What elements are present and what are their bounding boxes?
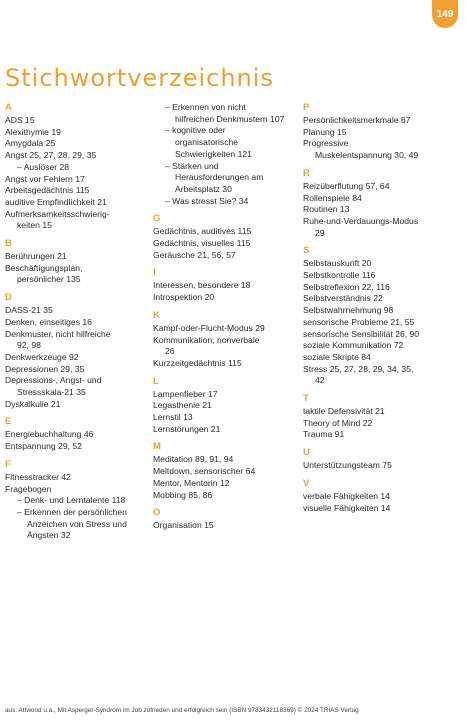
- index-entry: Persönlichkeitsmerkmale 67: [303, 115, 411, 125]
- index-entry: Selbstauskunft 20: [303, 258, 372, 269]
- index-entry: Kurzzeitgedächtnis 115: [153, 357, 242, 368]
- index-entry-line: – Denk- und Lerntalente 118: [17, 495, 126, 506]
- index-entry: Gedächtnis, visuelles 115: [153, 238, 251, 249]
- index-entry: Unterstützungsteam 75: [303, 460, 392, 471]
- index-entry: Meditation 89, 91, 94: [153, 454, 234, 465]
- index-entry-line: – Erkennen der persönlichen: [17, 506, 127, 517]
- index-entry: Selbstwahrnehmung 98: [303, 305, 394, 316]
- index-entry-line: persönlicher 135: [17, 274, 81, 285]
- index-entry: Reizüberflutung 57, 64: [303, 180, 390, 191]
- index-entry: Entspannung 29, 52: [5, 441, 82, 452]
- index-letter-heading: F: [5, 458, 11, 470]
- index-entry: Planung 15: [303, 126, 347, 137]
- index-entry-line: – Was stresst Sie? 34: [165, 195, 249, 206]
- index-letter-heading: D: [5, 292, 12, 304]
- index-column-3: [303, 102, 463, 514]
- index-entry: Denkwerkzeuge 92: [5, 351, 79, 362]
- index-entry: Stress 25, 27, 28, 29, 34, 35,: [303, 363, 414, 374]
- index-entry: Lernstörungen 21: [153, 423, 221, 434]
- index-entry-line: – Erkennen von nicht: [165, 102, 246, 112]
- index-entry: Depressionen 29, 35: [5, 363, 85, 374]
- index-entry-line: Anzeichen von Stress und: [27, 518, 127, 529]
- index-entry: Kampf-oder-Flucht-Modus 29: [153, 322, 265, 333]
- index-entry-line: Muskelentspannung 30, 49: [315, 150, 419, 161]
- index-entry: soziale Skripte 84: [303, 351, 371, 362]
- index-entry: Theory of Mind 22: [303, 417, 373, 428]
- index-entry-line: hilfreichen Denkmustern 107: [175, 113, 285, 124]
- index-entry: taktile Defensivität 21: [303, 406, 385, 417]
- index-entry: Introspektion 20: [153, 292, 215, 303]
- index-letter-heading: E: [5, 416, 12, 428]
- index-entry: Selbstverständnis 22: [303, 293, 383, 304]
- index-letter-heading: B: [5, 238, 12, 250]
- index-letter-heading: T: [303, 393, 309, 405]
- index-entry: Mentor, Mentorin 12: [153, 477, 230, 488]
- index-letter-heading: A: [5, 102, 12, 113]
- index-entry: Fragebogen: [5, 483, 52, 494]
- index-entry: visuelle Fähigkeiten 14: [303, 502, 391, 513]
- index-entry-line: – Auslöser 28: [17, 161, 70, 172]
- index-letter-heading: R: [303, 167, 310, 179]
- index-entry-line: Ängsten 32: [27, 530, 71, 541]
- index-entry: Progressive: [303, 138, 349, 149]
- index-letter-heading: O: [153, 507, 161, 519]
- index-entry-line: Arbeitsplatz 30: [175, 183, 232, 194]
- index-entry-line: 42: [315, 375, 325, 386]
- index-entry: Meltdown, sensorischer 64: [153, 466, 256, 477]
- index-entry: Beschäftigungsplan,: [5, 262, 83, 273]
- index-letter-heading: P: [303, 102, 310, 113]
- index-letter-heading: K: [153, 309, 160, 321]
- index-column-1: [5, 102, 151, 542]
- index-entry: Gedächtnis, auditives 115: [153, 226, 252, 237]
- index-entry: Mobbing 85, 86: [153, 489, 213, 500]
- index-entry: Fitnesstracker 42: [5, 471, 71, 482]
- index-entry: Interessen, besondere 18: [153, 280, 251, 291]
- index-entry: Energiebuchhaltung 46: [5, 429, 94, 440]
- index-entry: Amygdala 25: [5, 138, 56, 149]
- index-entry: verbale Fähigkeiten 14: [303, 490, 390, 501]
- index-entry-line: keiten 15: [17, 220, 52, 231]
- index-letter-heading: V: [303, 477, 310, 489]
- index-entry: Lampenfieber 17: [153, 388, 218, 399]
- index-entry: auditive Empfindlichkeit 21: [5, 196, 107, 207]
- index-entry-line: 29: [315, 227, 325, 238]
- index-entry: ADS 15: [5, 115, 35, 125]
- index-entry: Rollenspiele 84: [303, 192, 362, 203]
- index-entry: sensorische Probleme 21, 55: [303, 316, 415, 327]
- index-entry: Alexithymie 19: [5, 126, 61, 137]
- index-entry: Angst vor Fehlern 17: [5, 173, 85, 184]
- index-entry: Organisation 15: [153, 520, 214, 531]
- index-entry-line: 26: [165, 346, 175, 357]
- index-letter-heading: G: [153, 213, 161, 225]
- index-entry: Routinen 13: [303, 204, 350, 215]
- index-entry: Denkmuster, nicht hilfreiche: [5, 328, 111, 339]
- index-entry-line: 92, 98: [17, 340, 41, 351]
- index-entry: Denken, einseitiges 16: [5, 316, 92, 327]
- index-entry-line: Herausforderungen am: [175, 172, 264, 183]
- index-entry: Dyskalkulie 21: [5, 398, 61, 409]
- index-entry: Kommunikation, nonverbale: [153, 334, 260, 345]
- index-entry-line: Stressskala-21 35: [17, 387, 86, 398]
- index-entry-line: organisatorische: [175, 137, 239, 148]
- index-entry: Depressions-, Angst- und: [5, 375, 102, 386]
- index-entry: Angst 25, 27, 28, 29, 35: [5, 150, 97, 161]
- index-letter-heading: S: [303, 245, 310, 257]
- index-entry-line: – Stärken und: [165, 160, 219, 171]
- index-column-2: [153, 102, 301, 532]
- index-entry-line: Schwierigkeiten 121: [175, 148, 252, 159]
- page-number-badge: 149: [432, 0, 458, 28]
- index-letter-heading: U: [303, 447, 310, 459]
- index-entry-line: – kognitive oder: [165, 125, 226, 136]
- index-entry: Lernstil 13: [153, 412, 193, 423]
- index-entry: Aufmerksamkeitsschwierig-: [5, 208, 110, 219]
- index-entry: DASS-21 35: [5, 305, 53, 316]
- source-footer: aus: Attwood u.a., Mit Asperger-Syndrom im Job zufrieden und erfolgreich sein (ISBN 9783432118369) © 2024 TRIAS Verlag: [5, 707, 359, 714]
- index-letter-heading: L: [153, 375, 159, 387]
- page-title: Stichwortverzeichnis: [5, 64, 274, 92]
- index-letter-heading: I: [153, 267, 156, 279]
- index-entry: sensorische Sensibilität 26, 90: [303, 328, 420, 339]
- index-entry: Selbstreflexion 22, 116: [303, 281, 390, 292]
- index-letter-heading: M: [153, 441, 161, 453]
- index-entry: Geräusche 21, 56, 57: [153, 249, 236, 260]
- index-entry: soziale Kommunikation 72: [303, 340, 404, 351]
- index-entry: Legasthenie 21: [153, 400, 212, 411]
- index-entry: Trauma 91: [303, 429, 345, 440]
- index-entry: Selbstkontrolle 116: [303, 270, 376, 281]
- index-entry: Berührungen 21: [5, 251, 67, 262]
- index-entry: Arbeitsgedächtnis 115: [5, 185, 90, 196]
- index-entry: Ruhe-und-Verdauungs-Modus: [303, 215, 419, 226]
